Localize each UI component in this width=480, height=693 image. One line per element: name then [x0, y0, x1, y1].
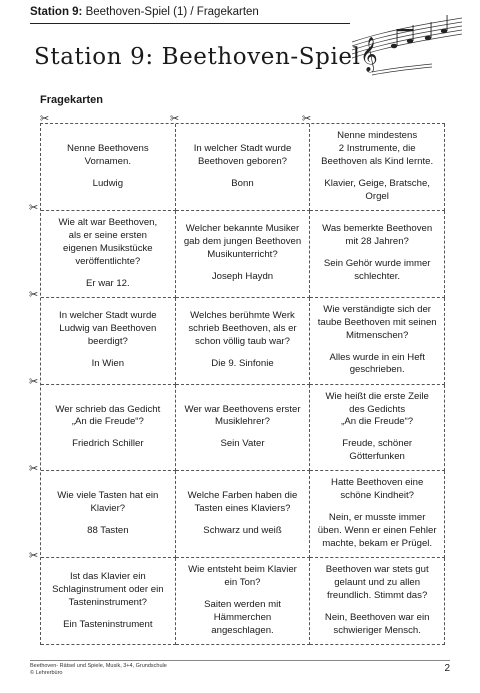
footer-source: Beethoven- Rätsel und Spiele, Musik, 3+4, Grundschule — [30, 663, 167, 669]
question-card — [41, 298, 176, 385]
scissors-icon: ✂ — [302, 113, 312, 125]
svg-text:𝄞: 𝄞 — [360, 37, 378, 72]
scissors-icon: ✂ — [29, 289, 39, 301]
card-answer: Nein, Beethoven war ein schwieriger Mensch. — [324, 612, 430, 636]
question-card — [310, 558, 445, 645]
question-card — [41, 211, 176, 298]
question-card — [176, 298, 311, 385]
running-header — [30, 6, 259, 18]
card-answer: Freude, schöner Götterfunken — [342, 438, 413, 463]
scissors-icon: ✂ — [40, 113, 50, 125]
card-answer: Er war 12. — [85, 277, 130, 289]
page-title: Station 9: Beethoven-Spiel — [34, 44, 361, 70]
card-question: Wie viele Tasten hat ein Klavier? — [57, 490, 159, 515]
card-answer: Nein, er musste immer üben. Wenn er einen Fehler machte, bekam er Prügel. — [317, 512, 437, 550]
card-answer: Saiten werden mit Hämmerchen angeschlagen. — [204, 599, 281, 636]
question-card — [176, 385, 311, 472]
header-rule — [30, 23, 350, 24]
question-card — [310, 471, 445, 558]
card-answer: Klavier, Geige, Bratsche, Orgel — [324, 177, 430, 202]
card-answer: Bonn — [231, 177, 254, 189]
card-question: Was bemerkte Beethoven mit 28 Jahren? — [322, 223, 433, 248]
page-number: 2 — [444, 663, 450, 674]
card-answer: Die 9. Sinfonie — [211, 358, 274, 370]
footer — [30, 663, 167, 677]
card-answer: In Wien — [91, 358, 125, 370]
card-answer: 88 Tasten — [87, 525, 129, 537]
card-question: Wer schrieb das Gedicht „An die Freude“? — [55, 403, 161, 428]
header-station-label: Station 9: — [30, 6, 83, 18]
card-question: Welche Farben haben die Tasten eines Klaviers? — [187, 490, 298, 515]
card-question: In welcher Stadt wurde Beethoven geboren? — [193, 143, 292, 167]
card-question: Wie entsteht beim Klavier ein Ton? — [188, 564, 297, 589]
footer-copyright: © Lehrerbüro — [30, 670, 63, 676]
header-title: Beethoven-Spiel (1) / Fragekarten — [82, 6, 259, 18]
question-card — [176, 211, 311, 298]
question-card — [41, 385, 176, 472]
question-card — [41, 124, 176, 211]
section-subtitle: Fragekarten — [40, 94, 103, 106]
question-card — [41, 558, 176, 645]
card-answer: Sein Vater — [220, 438, 265, 450]
card-answer: Sein Gehör wurde immer schlechter. — [323, 258, 431, 283]
card-answer: Alles wurde in ein Heft geschrieben. — [329, 351, 425, 376]
card-answer: Ludwig — [92, 177, 124, 189]
question-card — [310, 211, 445, 298]
card-answer: Schwarz und weiß — [203, 525, 282, 537]
question-card — [176, 124, 311, 211]
question-card — [310, 385, 445, 472]
card-question: Wer war Beethovens erster Musiklehrer? — [184, 403, 301, 428]
card-question: Nenne mindestens 2 Instrumente, die Beethoven als Kind lernte. — [321, 130, 434, 167]
scissors-icon: ✂ — [29, 463, 39, 475]
card-question: Beethoven war stets gut gelaunt und zu allen freundlich. Stimmt das? — [325, 564, 429, 602]
question-card — [310, 124, 445, 211]
card-answer: Ein Tasteninstrument — [63, 618, 153, 630]
question-card — [310, 298, 445, 385]
scissors-icon: ✂ — [29, 550, 39, 562]
question-card — [176, 471, 311, 558]
card-question: Wie alt war Beethoven, als er seine ersten eigenen Musikstücke veröffentlichte? — [58, 216, 158, 267]
music-notes-icon — [352, 12, 462, 78]
card-question: In welcher Stadt wurde Ludwig van Beethoven beerdigt? — [59, 310, 157, 348]
question-card-grid — [40, 123, 445, 645]
scissors-icon: ✂ — [170, 113, 180, 125]
card-question: Nenne Beethovens Vornamen. — [67, 143, 149, 167]
card-question: Ist das Klavier ein Schlaginstrument oder ein Tasteninstrument? — [52, 570, 164, 608]
question-card — [176, 558, 311, 645]
card-answer: Friedrich Schiller — [72, 438, 144, 450]
scissors-icon: ✂ — [29, 376, 39, 388]
card-question: Wie verständigte sich der taube Beethoven mit seinen Mitmenschen? — [317, 303, 437, 341]
card-question: Welches berühmte Werk schrieb Beethoven, als er schon völlig taub war? — [188, 310, 297, 348]
footer-rule — [30, 660, 450, 661]
question-card — [41, 471, 176, 558]
scissors-icon: ✂ — [29, 202, 39, 214]
card-question: Hatte Beethoven eine schöne Kindheit? — [331, 477, 424, 502]
card-question: Welcher bekannte Musiker gab dem jungen Beethoven Musikunterricht? — [183, 223, 302, 261]
card-answer: Joseph Haydn — [211, 271, 274, 283]
card-question: Wie heißt die erste Zeile des Gedichts „An die Freude“? — [325, 390, 429, 428]
